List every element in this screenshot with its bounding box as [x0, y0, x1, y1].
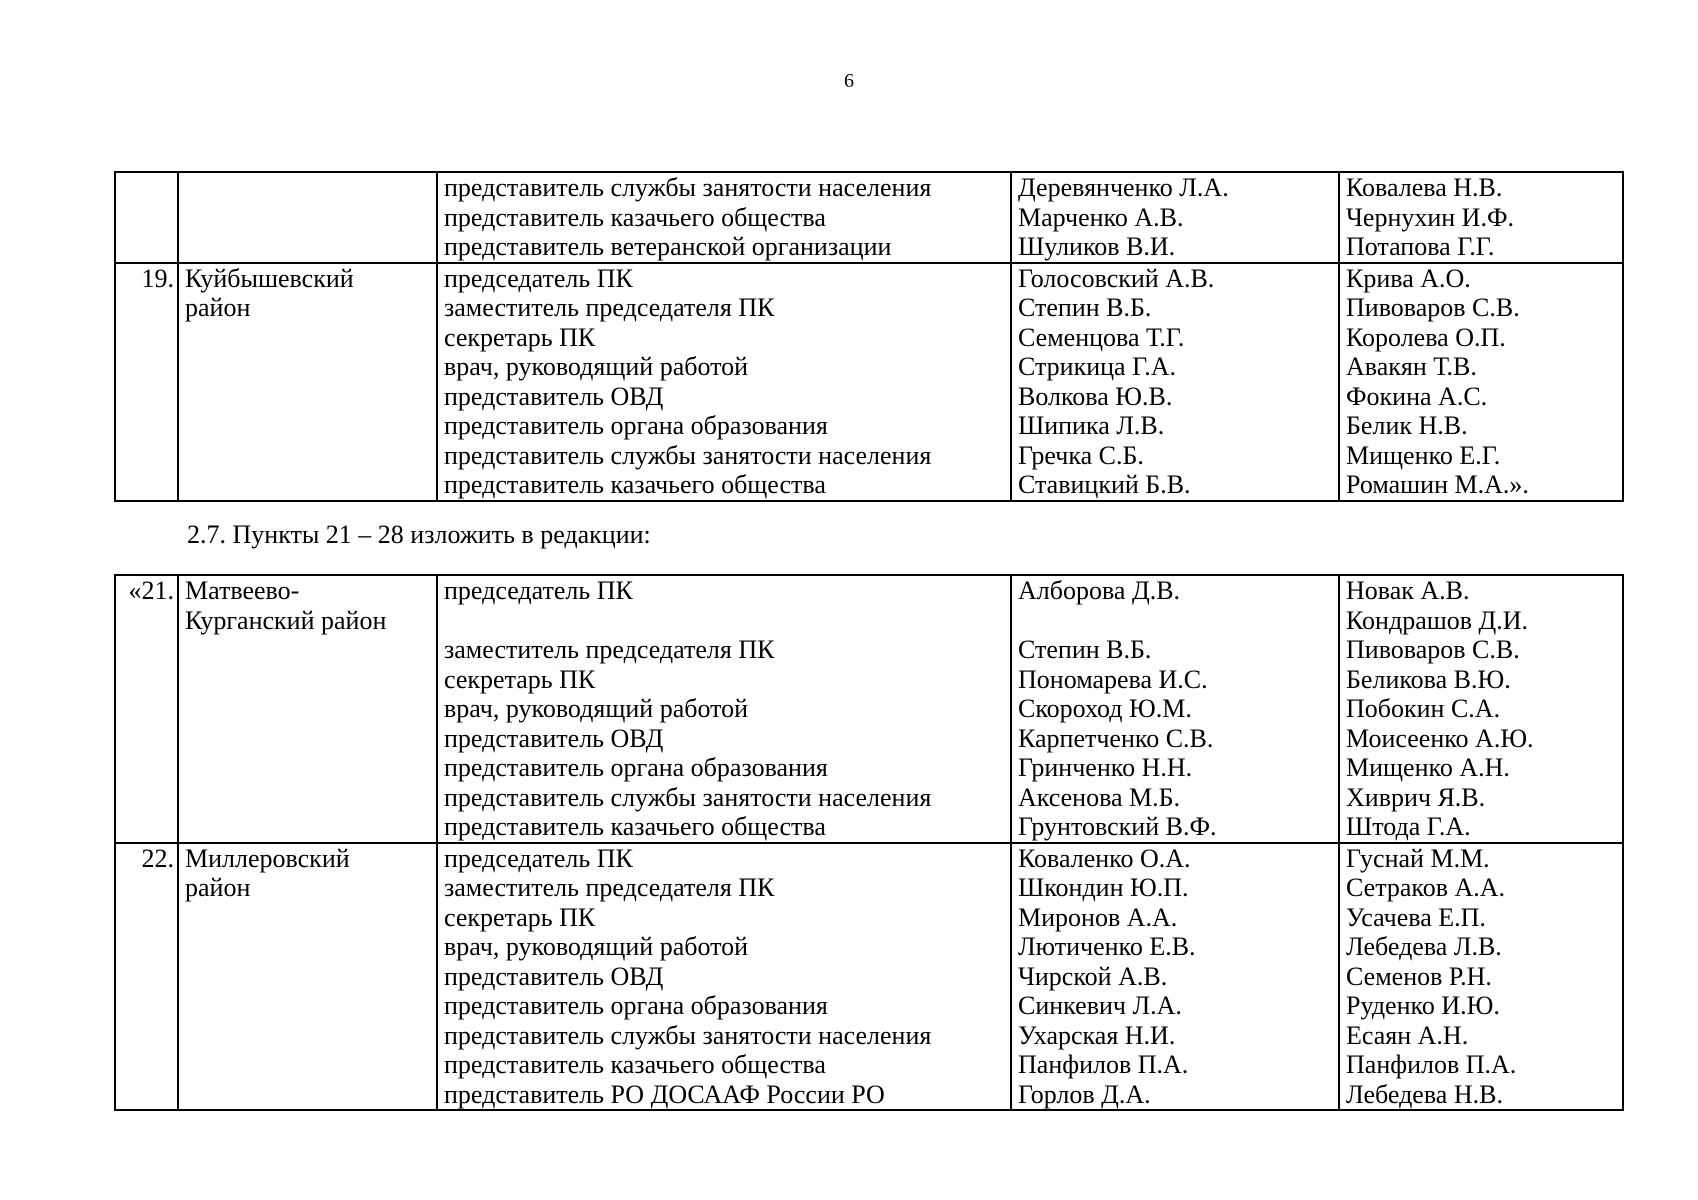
- role-line: представитель ОВД: [444, 961, 664, 991]
- role-line: председатель ПК: [444, 263, 633, 293]
- role-line: представитель службы занятости населения: [444, 173, 932, 202]
- district-line: Курганский район: [185, 605, 387, 635]
- member-name: [1018, 606, 1334, 636]
- reserve-name: Потапова Г.Г.: [1346, 232, 1495, 261]
- reserve-cell: [1339, 172, 1623, 263]
- role-line: секретарь ПК: [444, 664, 596, 694]
- amendment-paragraph: 2.7. Пункты 21 – 28 изложить в редакции:: [187, 520, 651, 549]
- member-name: Шипика Л.В.: [1018, 411, 1165, 440]
- reserve-name: Гуснай М.М.: [1346, 843, 1490, 873]
- role-line: представитель службы занятости населения: [444, 782, 932, 812]
- member-name: Шуликов В.И.: [1018, 232, 1176, 261]
- member-name: Коваленко О.А.: [1018, 843, 1191, 873]
- reserve-name: Мищенко Е.Г.: [1346, 440, 1501, 470]
- reserve-name: Крива А.О.: [1346, 263, 1471, 293]
- member-name: Ухарская Н.И.: [1018, 1020, 1176, 1050]
- reserve-name: Штода Г.А.: [1346, 812, 1471, 841]
- role-line: представитель органа образования: [444, 411, 828, 440]
- role-line: председатель ПК: [444, 843, 633, 873]
- commission-table-continued: [114, 171, 1624, 502]
- member-name: Синкевич Л.А.: [1018, 991, 1182, 1020]
- reserve-name: Пивоваров С.В.: [1346, 293, 1520, 322]
- role-line: представитель казачьего общества: [444, 470, 826, 499]
- member-name: Аксенова М.Б.: [1018, 782, 1181, 812]
- role-line: председатель ПК: [444, 576, 633, 605]
- role-line: представитель казачьего общества: [444, 1050, 826, 1079]
- reserve-name: Моисеенко А.Ю.: [1346, 723, 1534, 753]
- row-number-text: «21.: [128, 576, 174, 605]
- reserve-cell: [1339, 843, 1623, 1111]
- role-line: врач, руководящий работой: [444, 694, 749, 723]
- reserve-name: Усачева Е.П.: [1346, 902, 1486, 932]
- role-cell: [437, 843, 1011, 1111]
- reserve-name: Авакян Т.В.: [1346, 352, 1477, 381]
- reserve-name: Кондрашов Д.И.: [1346, 605, 1529, 635]
- member-cell: [1011, 843, 1339, 1111]
- member-name: Степин В.Б.: [1018, 635, 1152, 664]
- district-line: район: [185, 873, 251, 902]
- member-name: Миронов А.А.: [1018, 902, 1178, 932]
- district-cell: [178, 263, 437, 501]
- role-line: заместитель председателя ПК: [444, 873, 775, 902]
- member-name: Марченко А.В.: [1018, 202, 1184, 232]
- district-line: Матвеево-: [185, 576, 300, 605]
- reserve-cell: [1339, 575, 1623, 843]
- reserve-name: Семенов Р.Н.: [1346, 961, 1492, 991]
- role-line: заместитель председателя ПК: [444, 635, 775, 664]
- row-number: [115, 263, 178, 501]
- table-row: [115, 263, 1623, 501]
- reserve-name: Лебедева Л.В.: [1346, 932, 1502, 961]
- member-name: Семенцова Т.Г.: [1018, 322, 1185, 352]
- reserve-name: Королева О.П.: [1346, 322, 1506, 352]
- member-name: Скороход Ю.М.: [1018, 694, 1192, 723]
- role-cell: [437, 263, 1011, 501]
- member-name: Гринченко Н.Н.: [1018, 753, 1193, 782]
- district-cell: [178, 843, 437, 1111]
- member-cell: [1011, 172, 1339, 263]
- role-line: представитель органа образования: [444, 753, 828, 782]
- reserve-name: Побокин С.А.: [1346, 694, 1501, 723]
- member-name: Карпетченко С.В.: [1018, 723, 1214, 753]
- reserve-name: Лебедева Н.В.: [1346, 1079, 1503, 1109]
- role-line: представитель казачьего общества: [444, 202, 826, 232]
- table-row: [115, 575, 1623, 843]
- member-name: Степин В.Б.: [1018, 293, 1152, 322]
- role-line: [444, 606, 1006, 636]
- member-cell: [1011, 263, 1339, 501]
- member-name: Пономарева И.С.: [1018, 664, 1208, 694]
- reserve-cell: [1339, 263, 1623, 501]
- member-name: Лютиченко Е.В.: [1018, 932, 1196, 961]
- reserve-name: Руденко И.Ю.: [1346, 991, 1500, 1020]
- district-line: Куйбышевский: [185, 263, 354, 293]
- role-line: заместитель председателя ПК: [444, 293, 775, 322]
- role-line: представитель службы занятости населения: [444, 1020, 932, 1050]
- page-number: 6: [844, 70, 854, 92]
- member-name: Голосовский А.В.: [1018, 263, 1215, 293]
- member-name: Деревянченко Л.А.: [1018, 173, 1229, 202]
- member-name: Шкондин Ю.П.: [1018, 873, 1189, 902]
- role-line: секретарь ПК: [444, 322, 596, 352]
- reserve-name: Пивоваров С.В.: [1346, 635, 1520, 664]
- row-number: [115, 575, 178, 843]
- member-name: Стрикица Г.А.: [1018, 352, 1176, 381]
- member-name: Грунтовский В.Ф.: [1018, 812, 1217, 841]
- member-name: Чирской А.В.: [1018, 961, 1168, 991]
- reserve-name: Мищенко А.Н.: [1346, 753, 1510, 782]
- member-name: Волкова Ю.В.: [1018, 381, 1173, 411]
- reserve-name: Ковалева Н.В.: [1346, 173, 1503, 202]
- role-line: врач, руководящий работой: [444, 932, 749, 961]
- district-line: Миллеровский: [185, 843, 350, 873]
- role-line: секретарь ПК: [444, 902, 596, 932]
- row-number: [115, 843, 178, 1111]
- reserve-name: Фокина А.С.: [1346, 381, 1488, 411]
- row-number-text: [116, 173, 174, 203]
- member-name: Горлов Д.А.: [1018, 1079, 1151, 1109]
- reserve-name: Ромашин М.А.».: [1346, 470, 1529, 499]
- role-line: представитель РО ДОСААФ России РО: [444, 1079, 885, 1109]
- row-number-text: 22.: [141, 843, 174, 873]
- reserve-name: Хиврич Я.В.: [1346, 782, 1486, 812]
- member-cell: [1011, 575, 1339, 843]
- table-row: [115, 843, 1623, 1111]
- role-line: представитель казачьего общества: [444, 812, 826, 841]
- role-line: представитель ОВД: [444, 723, 664, 753]
- row-number: [115, 172, 178, 263]
- role-line: представитель ветеранской организации: [444, 232, 892, 261]
- member-name: Панфилов П.А.: [1018, 1050, 1189, 1079]
- row-number-text: 19.: [141, 263, 174, 293]
- district-cell: [178, 575, 437, 843]
- district-cell: [178, 172, 437, 263]
- role-line: врач, руководящий работой: [444, 352, 749, 381]
- reserve-name: Чернухин И.Ф.: [1346, 202, 1514, 232]
- reserve-name: Новак А.В.: [1346, 576, 1470, 605]
- role-cell: [437, 575, 1011, 843]
- role-line: представитель службы занятости населения: [444, 440, 932, 470]
- member-name: Ставицкий Б.В.: [1018, 470, 1191, 499]
- reserve-name: Белик Н.В.: [1346, 411, 1468, 440]
- member-name: Алборова Д.В.: [1018, 576, 1181, 605]
- reserve-name: Есаян А.Н.: [1346, 1020, 1469, 1050]
- reserve-name: Сетраков А.А.: [1346, 873, 1506, 902]
- commission-table-amended: [114, 574, 1624, 1111]
- reserve-name: Панфилов П.А.: [1346, 1050, 1517, 1079]
- role-cell: [437, 172, 1011, 263]
- reserve-name: Беликова В.Ю.: [1346, 664, 1511, 694]
- role-line: представитель органа образования: [444, 991, 828, 1020]
- role-line: представитель ОВД: [444, 381, 664, 411]
- district-line: район: [185, 293, 251, 322]
- table-row: [115, 172, 1623, 263]
- member-name: Гречка С.Б.: [1018, 440, 1144, 470]
